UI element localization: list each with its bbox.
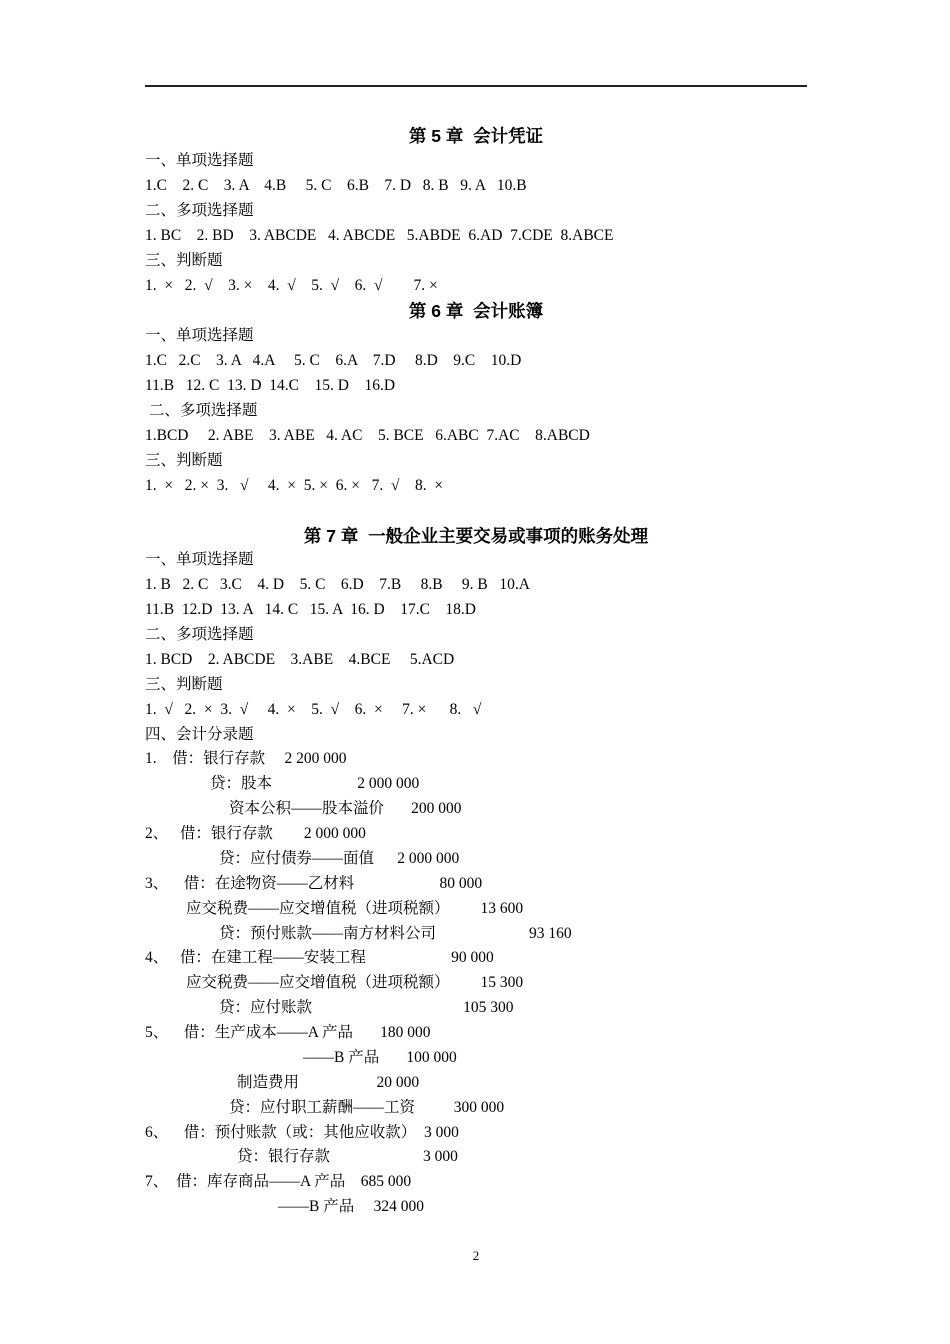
ch6-true-false-heading: 三、判断题 [145, 452, 223, 469]
ch5-single-choice-heading: 一、单项选择题 [145, 152, 254, 169]
ch7-multiple-choice-answers: 1. BCD 2. ABCDE 3.ABE 4.BCE 5.ACD [145, 651, 455, 668]
ch6-multiple-choice-answers: 1.BCD 2. ABE 3. ABE 4. AC 5. BCE 6.ABC 7.AC 8.ABCD [145, 427, 590, 444]
journal-entry-line: 3、 借：在途物资——乙材料 80 000 [145, 875, 483, 892]
journal-entry-line: 制造费用 20 000 [237, 1074, 420, 1091]
journal-entry-line: 4、 借：在建工程——安装工程 90 000 [145, 949, 494, 966]
journal-entry-line: 5、 借：生产成本——A 产品 180 000 [145, 1024, 431, 1041]
page-number: 2 [472, 1248, 480, 1263]
journal-entry-line: 应交税费——应交增值税（进项税额） 15 300 [186, 974, 524, 991]
journal-entry-line: 贷：应付职工薪酬——工资 300 000 [229, 1099, 505, 1116]
chapter-6-title: 第 6 章 会计账簿 [408, 301, 544, 321]
journal-entry-line: 7、 借：库存商品——A 产品 685 000 [145, 1173, 412, 1190]
journal-entry-line: ——B 产品 100 000 [303, 1049, 457, 1066]
ch7-true-false-heading: 三、判断题 [145, 676, 223, 693]
journal-entry-line: 贷：应付账款 105 300 [219, 999, 514, 1016]
journal-entry-line: 资本公积——股本溢价 200 000 [229, 800, 462, 817]
ch7-single-choice-answers-2: 11.B 12.D 13. A 14. C 15. A 16. D 17.C 18.D [145, 601, 476, 618]
ch5-true-false-answers: 1. × 2. √ 3. × 4. √ 5. √ 6. √ 7. × [145, 277, 438, 294]
chapter-7-title: 第 7 章 一般企业主要交易或事项的账务处理 [303, 526, 649, 546]
ch6-single-choice-answers-1: 1.C 2.C 3. A 4.A 5. C 6.A 7.D 8.D 9.C 10.D [145, 352, 522, 369]
ch7-single-choice-heading: 一、单项选择题 [145, 551, 254, 568]
ch5-multiple-choice-answers: 1. BC 2. BD 3. ABCDE 4. ABCDE 5.ABDE 6.AD 7.CDE 8.ABCE [145, 227, 614, 244]
ch6-single-choice-answers-2: 11.B 12. C 13. D 14.C 15. D 16.D [145, 377, 396, 394]
journal-entry-line: 应交税费——应交增值税（进项税额） 13 600 [186, 900, 524, 917]
journal-entry-line: 贷：股本 2 000 000 [210, 775, 420, 792]
journal-entry-line: ——B 产品 324 000 [278, 1198, 424, 1215]
ch7-multiple-choice-heading: 二、多项选择题 [145, 626, 254, 643]
ch5-single-choice-answers: 1.C 2. C 3. A 4.B 5. C 6.B 7. D 8. B 9. A 10.B [145, 177, 527, 194]
journal-entry-line: 6、 借：预付账款（或：其他应收款） 3 000 [145, 1124, 459, 1141]
ch7-single-choice-answers-1: 1. B 2. C 3.C 4. D 5. C 6.D 7.B 8.B 9. B 10.A [145, 576, 530, 593]
ch7-journal-entry-heading: 四、会计分录题 [145, 726, 254, 743]
chapter-5-title: 第 5 章 会计凭证 [408, 126, 544, 146]
journal-entry-line: 1. 借：银行存款 2 200 000 [145, 750, 347, 767]
ch6-true-false-answers: 1. × 2. × 3. √ 4. × 5. × 6. × 7. √ 8. × [145, 477, 444, 494]
journal-entry-line: 贷：预付账款——南方材料公司 93 160 [219, 925, 572, 942]
ch7-true-false-answers: 1. √ 2. × 3. √ 4. × 5. √ 6. × 7. × 8. √ [145, 701, 482, 718]
ch6-multiple-choice-heading: 二、多项选择题 [145, 402, 258, 419]
ch6-single-choice-heading: 一、单项选择题 [145, 327, 254, 344]
ch5-multiple-choice-heading: 二、多项选择题 [145, 202, 254, 219]
journal-entry-line: 贷：银行存款 3 000 [237, 1148, 458, 1165]
journal-entry-line: 贷：应付债券——面值 2 000 000 [219, 850, 460, 867]
journal-entry-line: 2、 借：银行存款 2 000 000 [145, 825, 366, 842]
ch5-true-false-heading: 三、判断题 [145, 252, 223, 269]
header-rule [145, 85, 807, 87]
